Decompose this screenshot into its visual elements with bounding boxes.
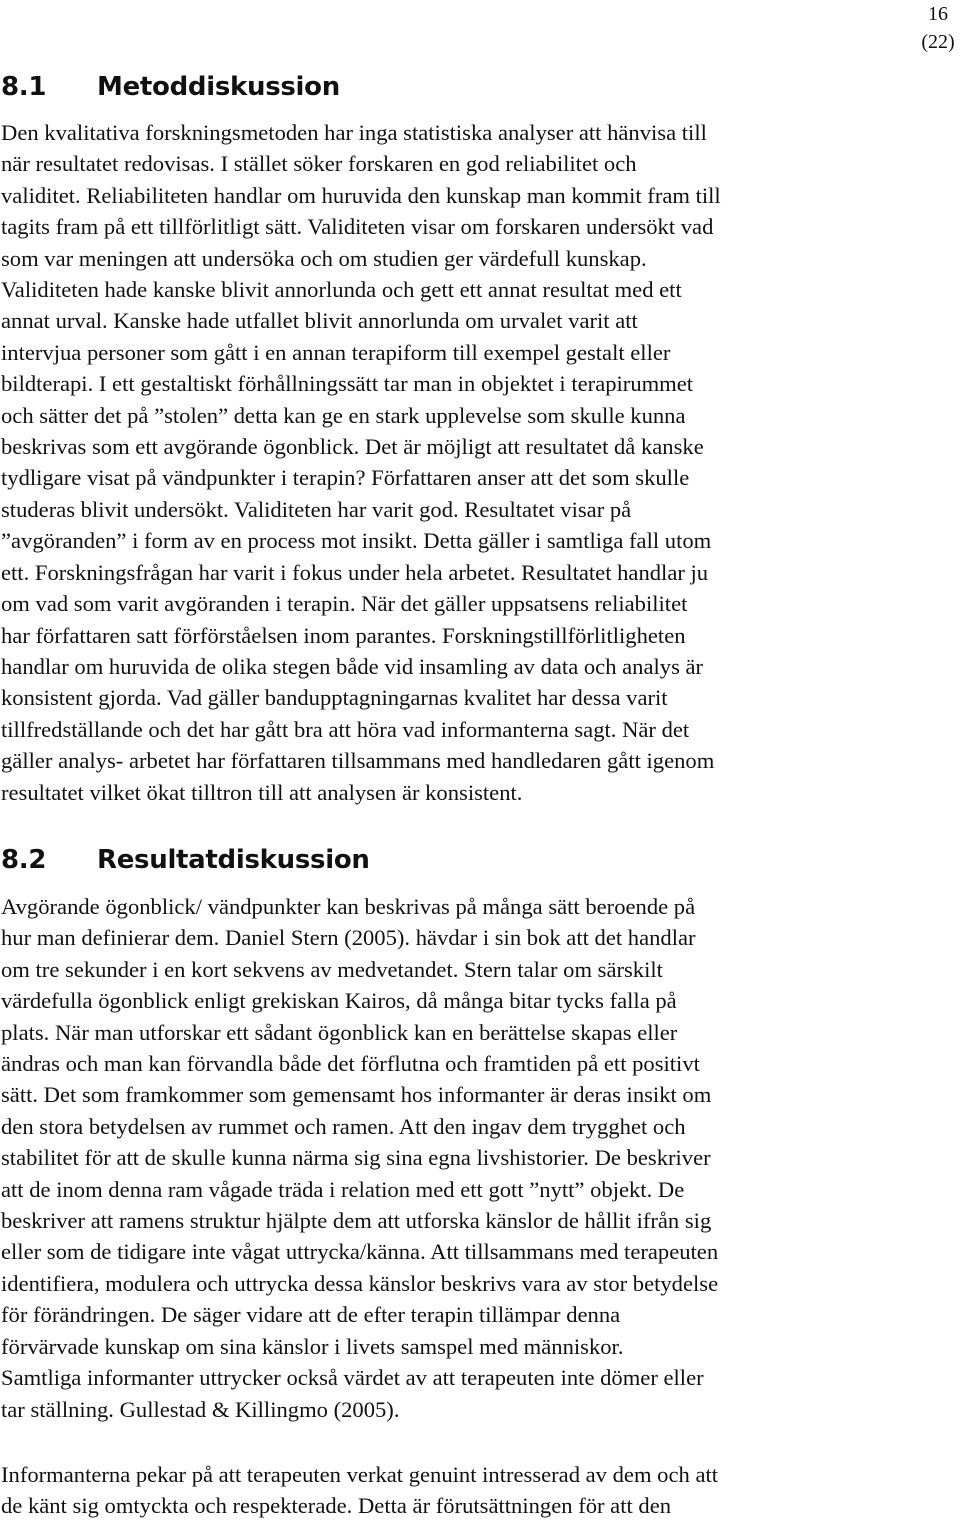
text-line: handlar om huruvida de olika stegen både vid insamling av data och analys är	[1, 653, 704, 679]
text-line: och sätter det på ”stolen” detta kan ge en stark upplevelse som skulle kunna	[1, 402, 686, 428]
text-line: resultatet vilket ökat tilltron till att analysen är konsistent.	[1, 779, 523, 805]
text-line: Den kvalitativa forskningsmetoden har inga statistiska analyser att hänvisa till	[1, 120, 707, 145]
text-line: tydligare visat på vändpunkter i terapin? Författaren anser att det som skulle	[1, 465, 690, 491]
text-line: för förändringen. De säger vidare att de efter terapin tillämpar denna	[1, 1302, 621, 1328]
text-line: Avgörande ögonblick/ vändpunkter kan beskrivas på många sätt beroende på	[1, 894, 696, 919]
text-line: hur man definierar dem. Daniel Stern (2005). hävdar i sin bok att det handlar	[1, 925, 696, 951]
text-line: plats. När man utforskar ett sådant ögonblick kan en berättelse skapas eller	[1, 1019, 678, 1045]
text-line: bildterapi. I ett gestaltiskt förhållningssätt tar man in objektet i terapirummet	[1, 371, 694, 397]
page-number	[919, 0, 957, 56]
text-line: tillfredställande och det har gått bra att höra vad informanterna sagt. När det	[1, 716, 690, 742]
section-title: Metoddiskussion	[97, 72, 340, 102]
text-line: konsistent gjorda. Vad gäller bandupptagningarnas kvalitet har dessa varit	[1, 685, 668, 711]
section-heading-resultatdiskussion	[1, 845, 370, 875]
text-line: Informanterna pekar på att terapeuten verkat genuint intresserad av dem och att	[1, 1462, 719, 1487]
text-line: validitet. Reliabiliteten handlar om huruvida den kunskap man kommit fram till	[1, 182, 721, 208]
section-title: Resultatdiskussion	[97, 845, 370, 875]
text-line: eller som de tidigare inte vågat uttrycka/känna. Att tillsammans med terapeuten	[1, 1239, 719, 1265]
text-line: annat urval. Kanske hade utfallet blivit annorlunda om urvalet varit att	[1, 308, 638, 334]
text-line: om vad som varit avgöranden i terapin. När det gäller uppsatsens reliabilitet	[1, 591, 688, 617]
text-line: beskrivas som ett avgörande ögonblick. Det är möjligt att resultatet då kanske	[1, 434, 704, 460]
text-line: identifiera, modulera och uttrycka dessa känslor beskrivs vara av stor betydelse	[1, 1270, 719, 1296]
section-heading-metoddiskussion	[1, 72, 340, 102]
text-line: förvärvade kunskap om sina känslor i livets samspel med människor.	[1, 1333, 624, 1359]
resultatdiskussion-paragraph-2	[1, 1459, 959, 1522]
text-line: ett. Forskningsfrågan har varit i fokus under hela arbetet. Resultatet handlar ju	[1, 559, 709, 585]
text-line: den stora betydelsen av rummet och ramen. Att den ingav dem trygghet och	[1, 1113, 686, 1139]
text-line: tar ställning. Gullestad & Killingmo (2005).	[1, 1396, 400, 1422]
page-number-current: 16	[928, 3, 948, 25]
text-line: stabilitet för att de skulle kunna närma sig sina egna livshistorier. De beskriver	[1, 1145, 711, 1171]
section-number: 8.2	[1, 845, 47, 875]
text-line: gäller analys- arbetet har författaren tillsammans med handledaren gått igenom	[1, 748, 715, 774]
text-line: när resultatet redovisas. I stället söker forskaren en god reliabilitet och	[1, 151, 637, 177]
text-line: beskriver att ramens struktur hjälpte dem att utforska känslor de hållit ifrån sig	[1, 1208, 712, 1234]
text-line: om tre sekunder i en kort sekvens av medvetandet. Stern talar om särskilt	[1, 956, 663, 982]
resultatdiskussion-paragraph-1	[1, 891, 959, 1425]
text-line: värdefulla ögonblick enligt grekiskan Kairos, då många bitar tycks falla på	[1, 988, 677, 1014]
text-line: intervjua personer som gått i en annan terapiform till exempel gestalt eller	[1, 339, 671, 365]
text-line: Samtliga informanter uttrycker också värdet av att terapeuten inte dömer eller	[1, 1365, 704, 1391]
text-line: de känt sig omtyckta och respekterade. Detta är förutsättningen för att den	[1, 1493, 672, 1519]
text-line: ändras och man kan förvandla både det förflutna och framtiden på ett positivt	[1, 1051, 700, 1077]
section-number: 8.1	[1, 72, 47, 102]
text-line: att de inom denna ram vågade träda i relation med ett gott ”nytt” objekt. De	[1, 1176, 685, 1202]
text-line: sätt. Det som framkommer som gemensamt hos informanter är deras insikt om	[1, 1082, 712, 1108]
text-line: Validiteten hade kanske blivit annorlunda och gett ett annat resultat med ett	[1, 277, 682, 303]
text-line: studeras blivit undersökt. Validiteten har varit god. Resultatet visar på	[1, 496, 632, 522]
text-line: har författaren satt förförståelsen inom parantes. Forskningstillförlitligheten	[1, 622, 686, 648]
text-line: tagits fram på ett tillförlitligt sätt. Validiteten visar om forskaren undersökt vad	[1, 214, 714, 240]
text-line: ”avgöranden” i form av en process mot insikt. Detta gäller i samtliga fall utom	[1, 528, 712, 554]
page-number-total: (22)	[921, 31, 955, 53]
metoddiskussion-paragraph	[1, 117, 959, 808]
text-line: som var meningen att undersöka och om studien ger värdefull kunskap.	[1, 245, 647, 271]
